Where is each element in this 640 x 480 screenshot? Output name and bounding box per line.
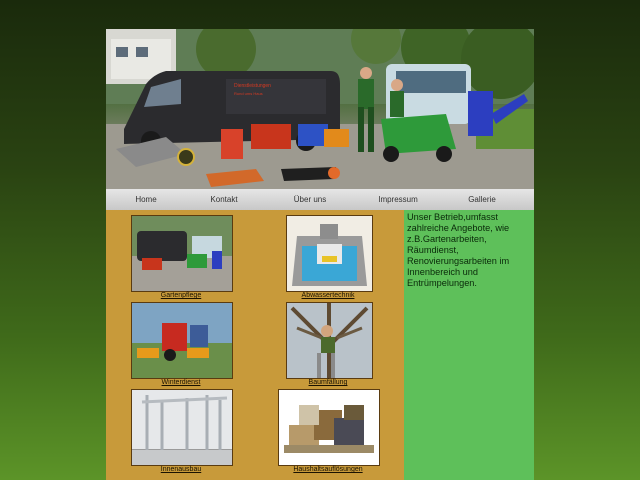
abwassertechnik-thumbnail[interactable]: [286, 215, 373, 292]
winterdienst-thumbnail[interactable]: [131, 302, 233, 379]
van-text: Dienstleistungen: [234, 83, 271, 89]
van-text-2: Rund ums Haus: [234, 91, 263, 96]
baumfaellung-thumbnail[interactable]: [286, 302, 373, 379]
nav-gallerie[interactable]: Gallerie: [468, 195, 496, 204]
page-container: [106, 29, 534, 480]
nav-home[interactable]: Home: [135, 195, 157, 204]
innenausbau-thumbnail[interactable]: [131, 389, 233, 466]
header-banner-photo: [106, 29, 534, 189]
nav-kontakt[interactable]: Kontakt: [210, 195, 238, 204]
gartenpflege-thumbnail[interactable]: [131, 215, 233, 292]
nav-ueber-uns[interactable]: Über uns: [293, 195, 327, 204]
innenausbau-link[interactable]: Innenausbau: [160, 466, 202, 473]
main-navigation: [106, 189, 534, 210]
haushaltsaufloesungen-thumbnail[interactable]: [278, 389, 380, 466]
intro-text: Unser Betrieb,umfasst zahlreiche Angebote, wie z.B.Gartenarbeiten, Räumdienst, Renovierungsarbeiten im Innenbereich und Entrümpelungen.: [407, 212, 510, 288]
nav-impressum[interactable]: Impressum: [378, 195, 418, 204]
haushaltsaufloesungen-link[interactable]: Haushaltsauflösungen: [293, 466, 363, 473]
gartenpflege-link[interactable]: Gartenpflege: [160, 292, 202, 299]
services-gallery: [106, 210, 404, 480]
baumfaellung-link[interactable]: Baumfällung: [308, 379, 348, 386]
winterdienst-link[interactable]: Winterdienst: [161, 379, 201, 386]
intro-panel: [404, 210, 534, 480]
abwassertechnik-link[interactable]: Abwassertechnik: [301, 292, 355, 299]
